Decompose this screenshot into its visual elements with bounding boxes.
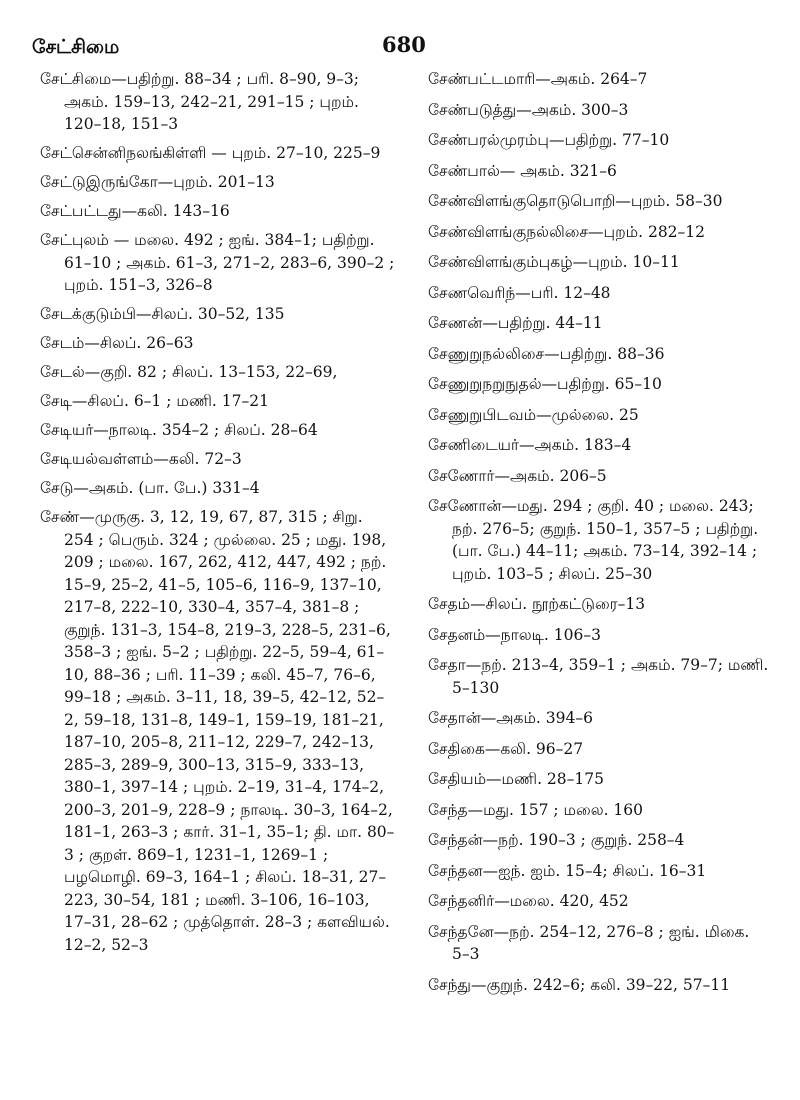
page-number: 680 <box>382 32 426 57</box>
index-entry: சேதா—நற். 213–4, 359–1 ; அகம். 79–7; மணி. 5–130 <box>428 656 769 697</box>
index-entry: சேணுறுபிடவம்—முல்லை. 25 <box>428 405 639 424</box>
index-entry: சேணோர்—அகம். 206–5 <box>428 466 607 485</box>
index-entry: சேண்பரல்முரம்பு—பதிற்று. 77–10 <box>428 131 670 149</box>
index-entry: சேடியல்வள்ளம்—கலி. 72–3 <box>40 450 242 468</box>
index-entry: சேதம்—சிலப். நூற்கட்டுரை–13 <box>428 595 646 613</box>
index-entry: சேணிடையர்—அகம். 183–4 <box>428 436 632 454</box>
index-entry: சேணவெரிந்—பரி. 12–48 <box>428 283 611 302</box>
index-entry: சேணோன்—மது. 294 ; குறி. 40 ; மலை. 243; நற். 276–5; குறுந். 150–1, 357–5 ; பதிற்று. (பா. பே.) 44–11; அகம். 73–14, 392–14 ; புறம். 103–5 ; சிலப். 25–30 <box>428 497 759 583</box>
index-entry: சேந்து—குறுந். 242–6; கலி. 39–22, 57–11 <box>428 975 731 994</box>
index-entry: சேண்விளங்குநல்லிசை—புறம். 282–12 <box>428 222 706 241</box>
index-entry: சேண்விளங்கும்புகழ்—புறம். 10–11 <box>428 253 680 271</box>
index-entry: சேட்புலம் — மலை. 492 ; ஐங். 384–1; பதிற்று. 61–10 ; அகம். 61–3, 271–2, 283–6, 390–2 ; புறம். 151–3, 326–8 <box>40 231 395 294</box>
index-entry: சேண்—முருகு. 3, 12, 19, 67, 87, 315 ; சிறு. 254 ; பெரும். 324 ; முல்லை. 25 ; மது. 198, 209 ; மலை. 167, 262, 412, 447, 492 ; நற். 15–9, 25–2, 41–5, 105–6, 116–9, 137–10, 217–8, 222–10, 330–4, 357–4, 381–8 ; குறுந். 131–3, 154–8, 219–3, 228–5, 231–6, 358–3 ; ஐங். 5–2 ; பதிற்று. 22–5, 59–4, 61–10, 88–36 ; பரி. 11–39 ; கலி. 45–7, 76–6, 99–18 ; அகம். 3–11, 18, 39–5, 42–12, 52–2, 59–18, 131–8, 149–1, 159–19, 181–21, 187–10, 205–8, 211–12, 229–7, 242–13, 285–3, 289–9, 300–13, 315–9, 333–13, 380–1, 397–14 ; புறம். 2–19, 31–4, 174–2, 200–3, 201–9, 228–9 ; நாலடி. 30–3, 164–2, 181–1, 263–3 ; கார். 31–1, 35–1; தி. மா. 80–3 ; குறள். 869–1, 1231–1, 1269–1 ; பழமொழி. 69–3, 164–1 ; சிலப். 18–31, 27–223, 30–54, 181 ; மணி. 3–106, 16–103, 17–31, 28–62 ; முத்தொள். 28–3 ; களவியல். 12–2, 52–3 <box>40 508 395 954</box>
index-entry: சேட்சிமை—பதிற்று. 88–34 ; பரி. 8–90, 9–3; அகம். 159–13, 242–21, 291–15 ; புறம். 120–18, 151–3 <box>40 70 359 133</box>
index-entry: சேதியம்—மணி. 28–175 <box>428 770 604 788</box>
index-entry: சேதிகை—கலி. 96–27 <box>428 739 584 758</box>
index-entry: சேந்தன்—நற். 190–3 ; குறுந். 258–4 <box>428 831 685 849</box>
index-entry: சேதனம்—நாலடி. 106–3 <box>428 625 601 644</box>
index-entry: சேட்டுஇருங்கோ—புறம். 201–13 <box>40 173 275 191</box>
index-entry: சேந்த—மது. 157 ; மலை. 160 <box>428 800 644 819</box>
index-entry: சேண்படுத்து—அகம். 300–3 <box>428 100 629 119</box>
index-entry: சேதான்—அகம். 394–6 <box>428 709 593 727</box>
index-entry: சேணுறுநறுநுதல்—பதிற்று. 65–10 <box>428 375 662 393</box>
index-entry: சேடு—அகம். (பா. பே.) 331–4 <box>40 479 260 497</box>
index-entry: சேடியர்—நாலடி. 354–2 ; சிலப். 28–64 <box>40 421 318 439</box>
running-head: சேட்சிமை <box>32 36 120 58</box>
index-entry: சேந்தனே—நற். 254–12, 276–8 ; ஐங். மிகை. 5–3 <box>428 922 750 963</box>
right-column <box>428 68 770 1004</box>
index-entry: சேண்பட்டமாரி—அகம். 264–7 <box>428 70 648 88</box>
index-entry: சேடி—சிலப். 6–1 ; மணி. 17–21 <box>40 392 269 410</box>
index-entry: சேட்சென்னிநலங்கிள்ளி — புறம். 27–10, 225–9 <box>40 144 381 162</box>
index-entry: சேணுறுநல்லிசை—பதிற்று. 88–36 <box>428 344 665 363</box>
index-entry: சேடக்குடும்பி—சிலப். 30–52, 135 <box>40 305 285 323</box>
index-entry: சேடம்—சிலப். 26–63 <box>40 334 194 352</box>
index-entry: சேணன்—பதிற்று. 44–11 <box>428 314 603 332</box>
index-entry: சேந்தனிர்—மலை. 420, 452 <box>428 892 629 910</box>
left-column <box>40 68 395 963</box>
index-entry: சேண்பால்— அகம். 321–6 <box>428 161 617 180</box>
index-entry: சேட்பட்டது—கலி. 143–16 <box>40 202 230 220</box>
index-entry: சேந்தன—ஐந். ஐம். 15–4; சிலப். 16–31 <box>428 861 707 880</box>
index-entry: சேடல்—குறி. 82 ; சிலப். 13–153, 22–69, <box>40 363 338 381</box>
index-entry: சேண்விளங்குதொடுபொறி—புறம். 58–30 <box>428 192 723 210</box>
